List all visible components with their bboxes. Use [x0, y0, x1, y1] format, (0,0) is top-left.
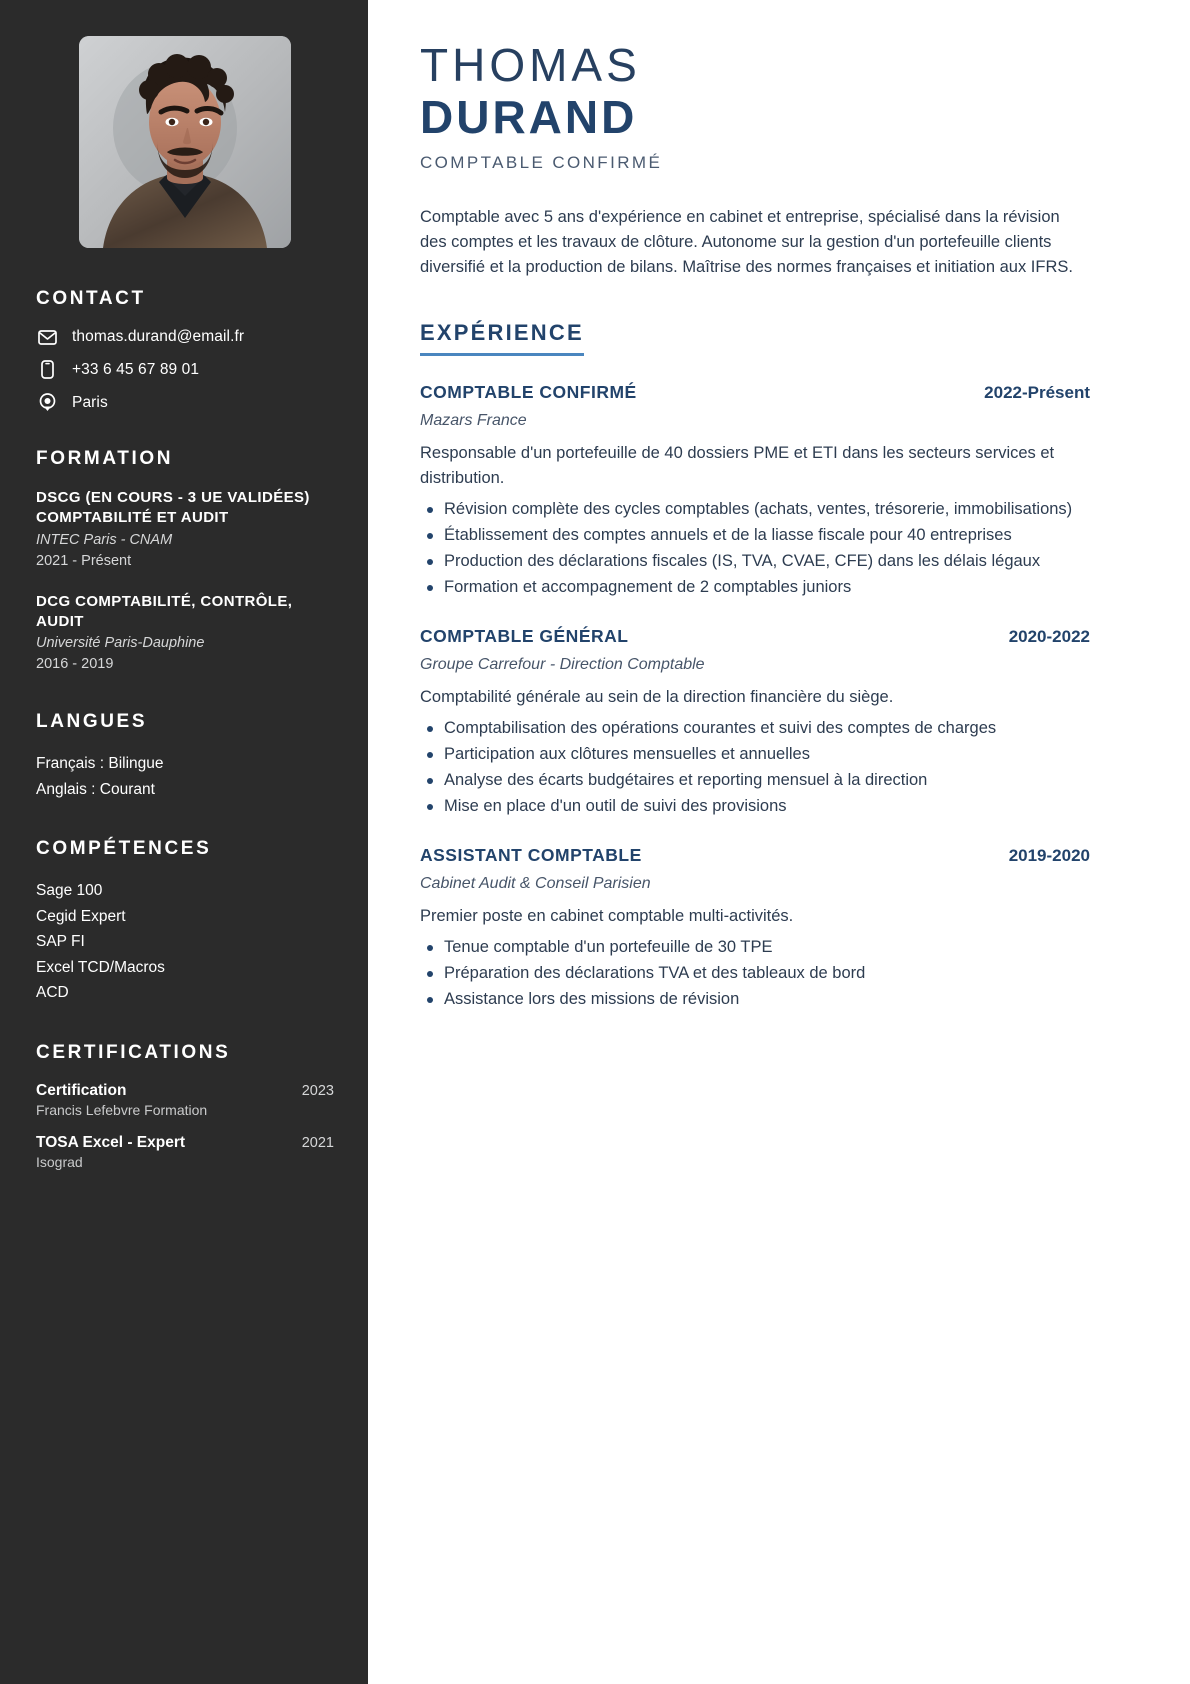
- contact-item-location[interactable]: [36, 393, 334, 412]
- langues-heading: LANGUES: [36, 711, 148, 733]
- certification-name: Certification: [36, 1082, 127, 1099]
- experience-company: Cabinet Audit & Conseil Parisien: [420, 874, 651, 892]
- experience-role: COMPTABLE GÉNÉRAL: [420, 625, 629, 646]
- envelope-icon: [36, 330, 58, 345]
- experience-dates: 2019-2020: [1008, 845, 1090, 865]
- formation-title: DCG COMPTABILITÉ, CONTRÔLE, AUDIT: [36, 592, 293, 630]
- experience-bullet: Révision complète des cycles comptables (achats, ventes, trésorerie, immobilisations): [420, 498, 1090, 522]
- experience-description: Premier poste en cabinet comptable multi-activités.: [420, 906, 794, 925]
- certification-org: Isograd: [36, 1154, 83, 1170]
- langue-item: Anglais : Courant: [36, 780, 155, 798]
- certification-year: 2021: [301, 1135, 334, 1151]
- formation-school: INTEC Paris - CNAM: [36, 531, 173, 548]
- experience-bullet: Mise en place d'un outil de suivi des provisions: [420, 795, 1090, 819]
- experience-company: Mazars France: [420, 412, 527, 430]
- contact-phone-value: +33 6 45 67 89 01: [72, 360, 200, 378]
- experience-item: [420, 626, 1090, 819]
- formation-item: [36, 488, 334, 572]
- experience-bullet-list: [420, 717, 1090, 819]
- certifications-heading: CERTIFICATIONS: [36, 1042, 231, 1063]
- competence-item: ACD: [36, 984, 69, 1002]
- competence-item: Excel TCD/Macros: [36, 958, 165, 976]
- experience-bullet: Analyse des écarts budgétaires et reporting mensuel à la direction: [420, 769, 1090, 793]
- experience-bullet: Établissement des comptes annuels et de la liasse fiscale pour 40 entreprises: [420, 524, 1090, 548]
- experience-bullet: Participation aux clôtures mensuelles et annuelles: [420, 743, 1090, 767]
- formation-school: Université Paris-Dauphine: [36, 635, 205, 652]
- experience-dates: 2022-Présent: [984, 383, 1090, 403]
- experience-role: COMPTABLE CONFIRMÉ: [420, 382, 637, 403]
- certification-name: TOSA Excel - Expert: [36, 1134, 186, 1151]
- formation-item: [36, 592, 334, 676]
- profile-photo: [79, 36, 291, 248]
- profile-summary: Comptable avec 5 ans d'expérience en cabinet et entreprise, spécialisé dans la révision des comptes et les travaux de clôture. Autonome sur la gestion d'un portefeuille clients diversifié et la production de bilans. Maîtrise des normes françaises et initiation aux IFRS.: [420, 208, 1073, 277]
- experience-bullet: Production des déclarations fiscales (IS, TVA, CVAE, CFE) dans les délais légaux: [420, 550, 1090, 574]
- experience-heading: EXPÉRIENCE: [420, 320, 584, 356]
- formation-dates: 2016 - 2019: [36, 656, 114, 673]
- formation-title: DSCG (EN COURS - 3 UE VALIDÉES) COMPTABILITÉ ET AUDIT: [36, 489, 310, 527]
- experience-description: Comptabilité générale au sein de la direction financière du siège.: [420, 687, 894, 706]
- contact-location-value: Paris: [72, 393, 108, 411]
- experience-dates: 2020-2022: [1008, 626, 1090, 646]
- langue-item: Français : Bilingue: [36, 755, 164, 773]
- experience-role: ASSISTANT COMPTABLE: [420, 844, 642, 865]
- certification-item: [36, 1134, 334, 1170]
- experience-bullet: Formation et accompagnement de 2 comptables juniors: [420, 576, 1090, 600]
- experience-bullet: Tenue comptable d'un portefeuille de 30 TPE: [420, 936, 1090, 960]
- certification-item: [36, 1082, 334, 1118]
- contact-email-value: thomas.durand@email.fr: [72, 328, 245, 345]
- competence-item: SAP FI: [36, 933, 85, 951]
- first-name: THOMAS: [420, 39, 641, 91]
- formation-heading: FORMATION: [36, 448, 174, 469]
- main-content: [368, 0, 1190, 1684]
- profile-photo-wrapper: [36, 36, 334, 248]
- experience-company: Groupe Carrefour - Direction Comptable: [420, 655, 705, 673]
- certification-org: Francis Lefebvre Formation: [36, 1102, 208, 1118]
- certification-year: 2023: [301, 1083, 334, 1099]
- sidebar: [0, 0, 368, 1684]
- experience-description: Responsable d'un portefeuille de 40 dossiers PME et ETI dans les secteurs services et distribution.: [420, 444, 1055, 487]
- job-title: COMPTABLE CONFIRMÉ: [420, 153, 663, 173]
- experience-item: [420, 845, 1090, 1012]
- experience-item: [420, 382, 1090, 600]
- phone-icon: [36, 360, 58, 379]
- experience-bullet-list: [420, 498, 1090, 600]
- formation-dates: 2021 - Présent: [36, 552, 132, 569]
- last-name: DURAND: [420, 90, 638, 143]
- experience-bullet: Préparation des déclarations TVA et des tableaux de bord: [420, 962, 1090, 986]
- experience-bullet-list: [420, 936, 1090, 1012]
- competence-item: Cegid Expert: [36, 907, 126, 925]
- competences-heading: COMPÉTENCES: [36, 838, 212, 860]
- experience-bullet: Assistance lors des missions de révision: [420, 988, 1090, 1012]
- competence-item: Sage 100: [36, 882, 103, 900]
- contact-item-email[interactable]: [36, 328, 334, 346]
- contact-item-phone[interactable]: [36, 360, 334, 379]
- location-pin-icon: [36, 393, 58, 412]
- contact-heading: CONTACT: [36, 288, 146, 309]
- experience-bullet: Comptabilisation des opérations courantes et suivi des comptes de charges: [420, 717, 1090, 741]
